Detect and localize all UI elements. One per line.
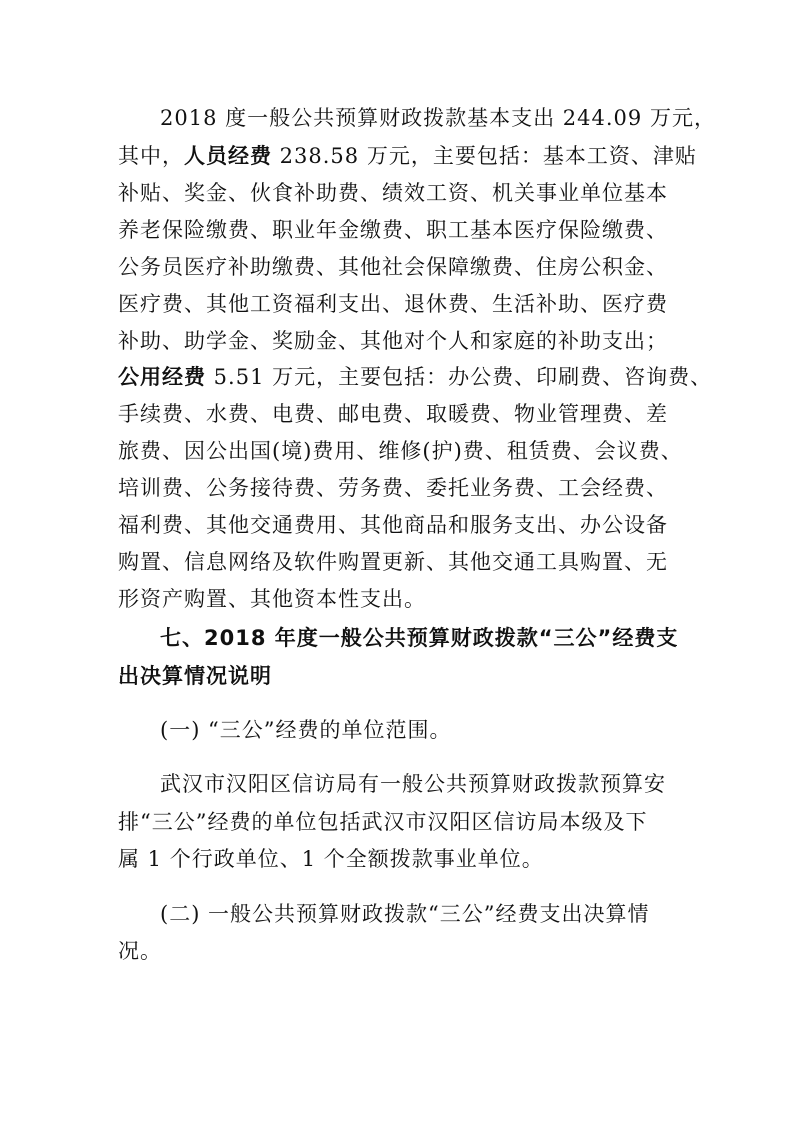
bold-term-personnel-expenses: 人员经费 <box>184 144 272 168</box>
section-heading: 七、2018 年度一般公共预算财政拨款“三公”经费支 <box>160 626 679 650</box>
paragraph-line: 医疗费、其他工资福利支出、退休费、生活补助、医疗费 <box>118 292 668 316</box>
paragraph-line: 2018 度一般公共预算财政拨款基本支出 244.09 万元， <box>160 106 716 130</box>
paragraph-line: 旅费、因公出国(境)费用、维修(护)费、租赁费、会议费、 <box>118 439 683 463</box>
paragraph-line: 手续费、水费、电费、邮电费、取暖费、物业管理费、差 <box>118 402 668 426</box>
paragraph-line: 购置、信息网络及软件购置更新、其他交通工具购置、无 <box>118 550 668 574</box>
paragraph-line: 排“三公”经费的单位包括武汉市汉阳区信访局本级及下 <box>118 810 648 834</box>
paragraph-line <box>118 141 697 171</box>
subsection-title: (二) 一般公共预算财政拨款“三公”经费支出决算情 <box>160 902 650 926</box>
paragraph-line: 属 1 个行政单位、1 个全额拨款事业单位。 <box>118 847 544 871</box>
paragraph-line: 形资产购置、其他资本性支出。 <box>118 587 426 611</box>
paragraph-line: 培训费、公务接待费、劳务费、委托业务费、工会经费、 <box>118 476 668 500</box>
paragraph-line: 补贴、奖金、伙食补助费、绩效工资、机关事业单位基本 <box>118 181 668 205</box>
text-span: 238.58 万元，主要包括：基本工资、津贴 <box>272 144 697 168</box>
paragraph-line: 福利费、其他交通费用、其他商品和服务支出、办公设备 <box>118 513 668 537</box>
paragraph-line: 武汉市汉阳区信访局有一般公共预算财政拨款预算安 <box>160 772 666 796</box>
paragraph-line: 养老保险缴费、职业年金缴费、职工基本医疗保险缴费、 <box>118 218 668 242</box>
subsection-title: 况。 <box>118 939 162 963</box>
paragraph-line <box>118 362 712 392</box>
paragraph-line: 公务员医疗补助缴费、其他社会保障缴费、住房公积金、 <box>118 255 668 279</box>
text-span: 5.51 万元，主要包括：办公费、印刷费、咨询费、 <box>206 365 713 389</box>
paragraph-line: 补助、助学金、奖励金、其他对个人和家庭的补助支出； <box>118 329 668 353</box>
bold-term-public-expenses: 公用经费 <box>118 365 206 389</box>
text-span: 其中， <box>118 144 184 168</box>
section-heading: 出决算情况说明 <box>118 664 272 688</box>
subsection-title: (一) “三公”经费的单位范围。 <box>160 718 452 742</box>
